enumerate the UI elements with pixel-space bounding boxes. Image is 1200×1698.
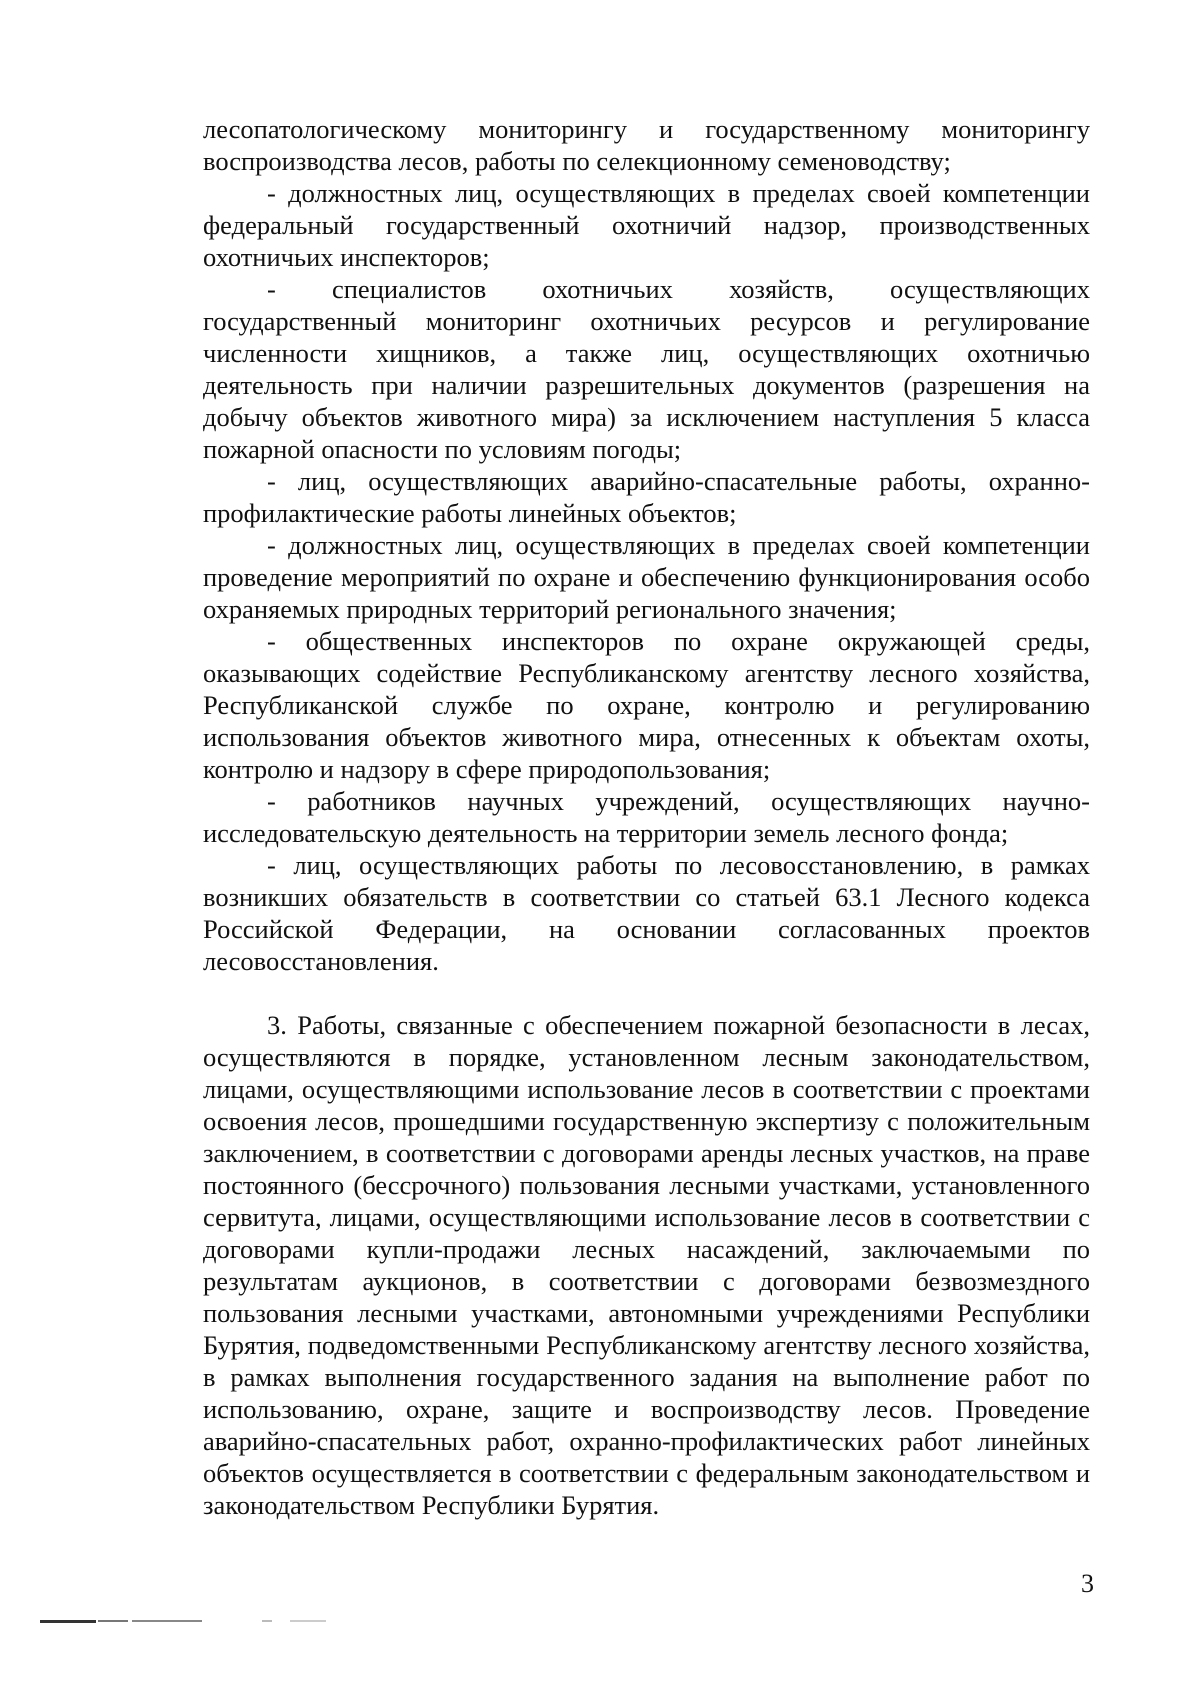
list-item-public-inspectors: - общественных инспекторов по охране окружающей среды, оказывающих содействие Республиканскому агентству лесного хозяйства, Республиканской службе по охране, контролю и регулированию использования объектов животного мира, отнесенных к объектам охоты, контролю и надзору в сфере природопользования; — [203, 626, 1090, 784]
document-body — [203, 113, 1090, 1521]
list-item-hunting-specialists: - специалистов охотничьих хозяйств, осуществляющих государственный мониторинг охотничьих ресурсов и регулирование численности хищников, а также лиц, осуществляющих охотничью деятельность при наличии разрешительных документов (разрешения на добычу объектов животного мира) за исключением наступления 5 класса пожарной опасности по условиям погоды; — [203, 274, 1090, 464]
scan-artifact-line — [98, 1620, 128, 1622]
list-item-officials-hunting-supervision: - должностных лиц, осуществляющих в пределах своей компетенции федеральный государственный охотничий надзор, производственных охотничьих инспекторов; — [203, 178, 1090, 272]
page-number: 3 — [1081, 1569, 1094, 1598]
list-item-rescue-workers: - лиц, осуществляющих аварийно-спасательные работы, охранно-профилактические работы линейных объектов; — [203, 466, 1090, 528]
scan-artifact-line — [290, 1620, 326, 1622]
section-3-paragraph: 3. Работы, связанные с обеспечением пожарной безопасности в лесах, осуществляются в порядке, установленном лесным законодательством, лицами, осуществляющими использование лесов в соответствии с проектами освоения лесов, прошедшими государственную экспертизу с положительным заключением, в соответствии с договорами аренды лесных участков, на праве постоянного (бессрочного) пользования лесными участками, установленного сервитута, лицами, осуществляющими использование лесов в соответствии с договорами купли-продажи лесных насаждений, заключаемыми по результатам аукционов, в соответствии с договорами безвозмездного пользования лесными участками, автономными учреждениями Республики Бурятия, подведомственными Республиканскому агентству лесного хозяйства, в рамках выполнения государственного задания на выполнение работ по использованию, охране, защите и воспроизводству лесов. Проведение аварийно-спасательных работ, охранно-профилактических работ линейных объектов осуществляется в соответствии с федеральным законодательством и законодательством Республики Бурятия. — [203, 1010, 1090, 1520]
list-item-research-workers: - работников научных учреждений, осуществляющих научно-исследовательскую деятельность на территории земель лесного фонда; — [203, 786, 1090, 848]
scan-artifact-line — [132, 1620, 202, 1622]
scan-artifact-line — [262, 1620, 272, 1622]
paragraph-continuation: лесопатологическому мониторингу и государственному мониторингу воспроизводства лесов, работы по селекционному семеноводству; — [203, 114, 1090, 176]
list-item-reforestation-workers: - лиц, осуществляющих работы по лесовосстановлению, в рамках возникших обязательств в соответствии со статьей 63.1 Лесного кодекса Российской Федерации, на основании согласованных проектов лесовосстановления. — [203, 850, 1090, 976]
list-item-protected-areas-officials: - должностных лиц, осуществляющих в пределах своей компетенции проведение мероприятий по охране и обеспечению функционирования особо охраняемых природных территорий регионального значения; — [203, 530, 1090, 624]
scan-artifact-line — [40, 1620, 96, 1623]
